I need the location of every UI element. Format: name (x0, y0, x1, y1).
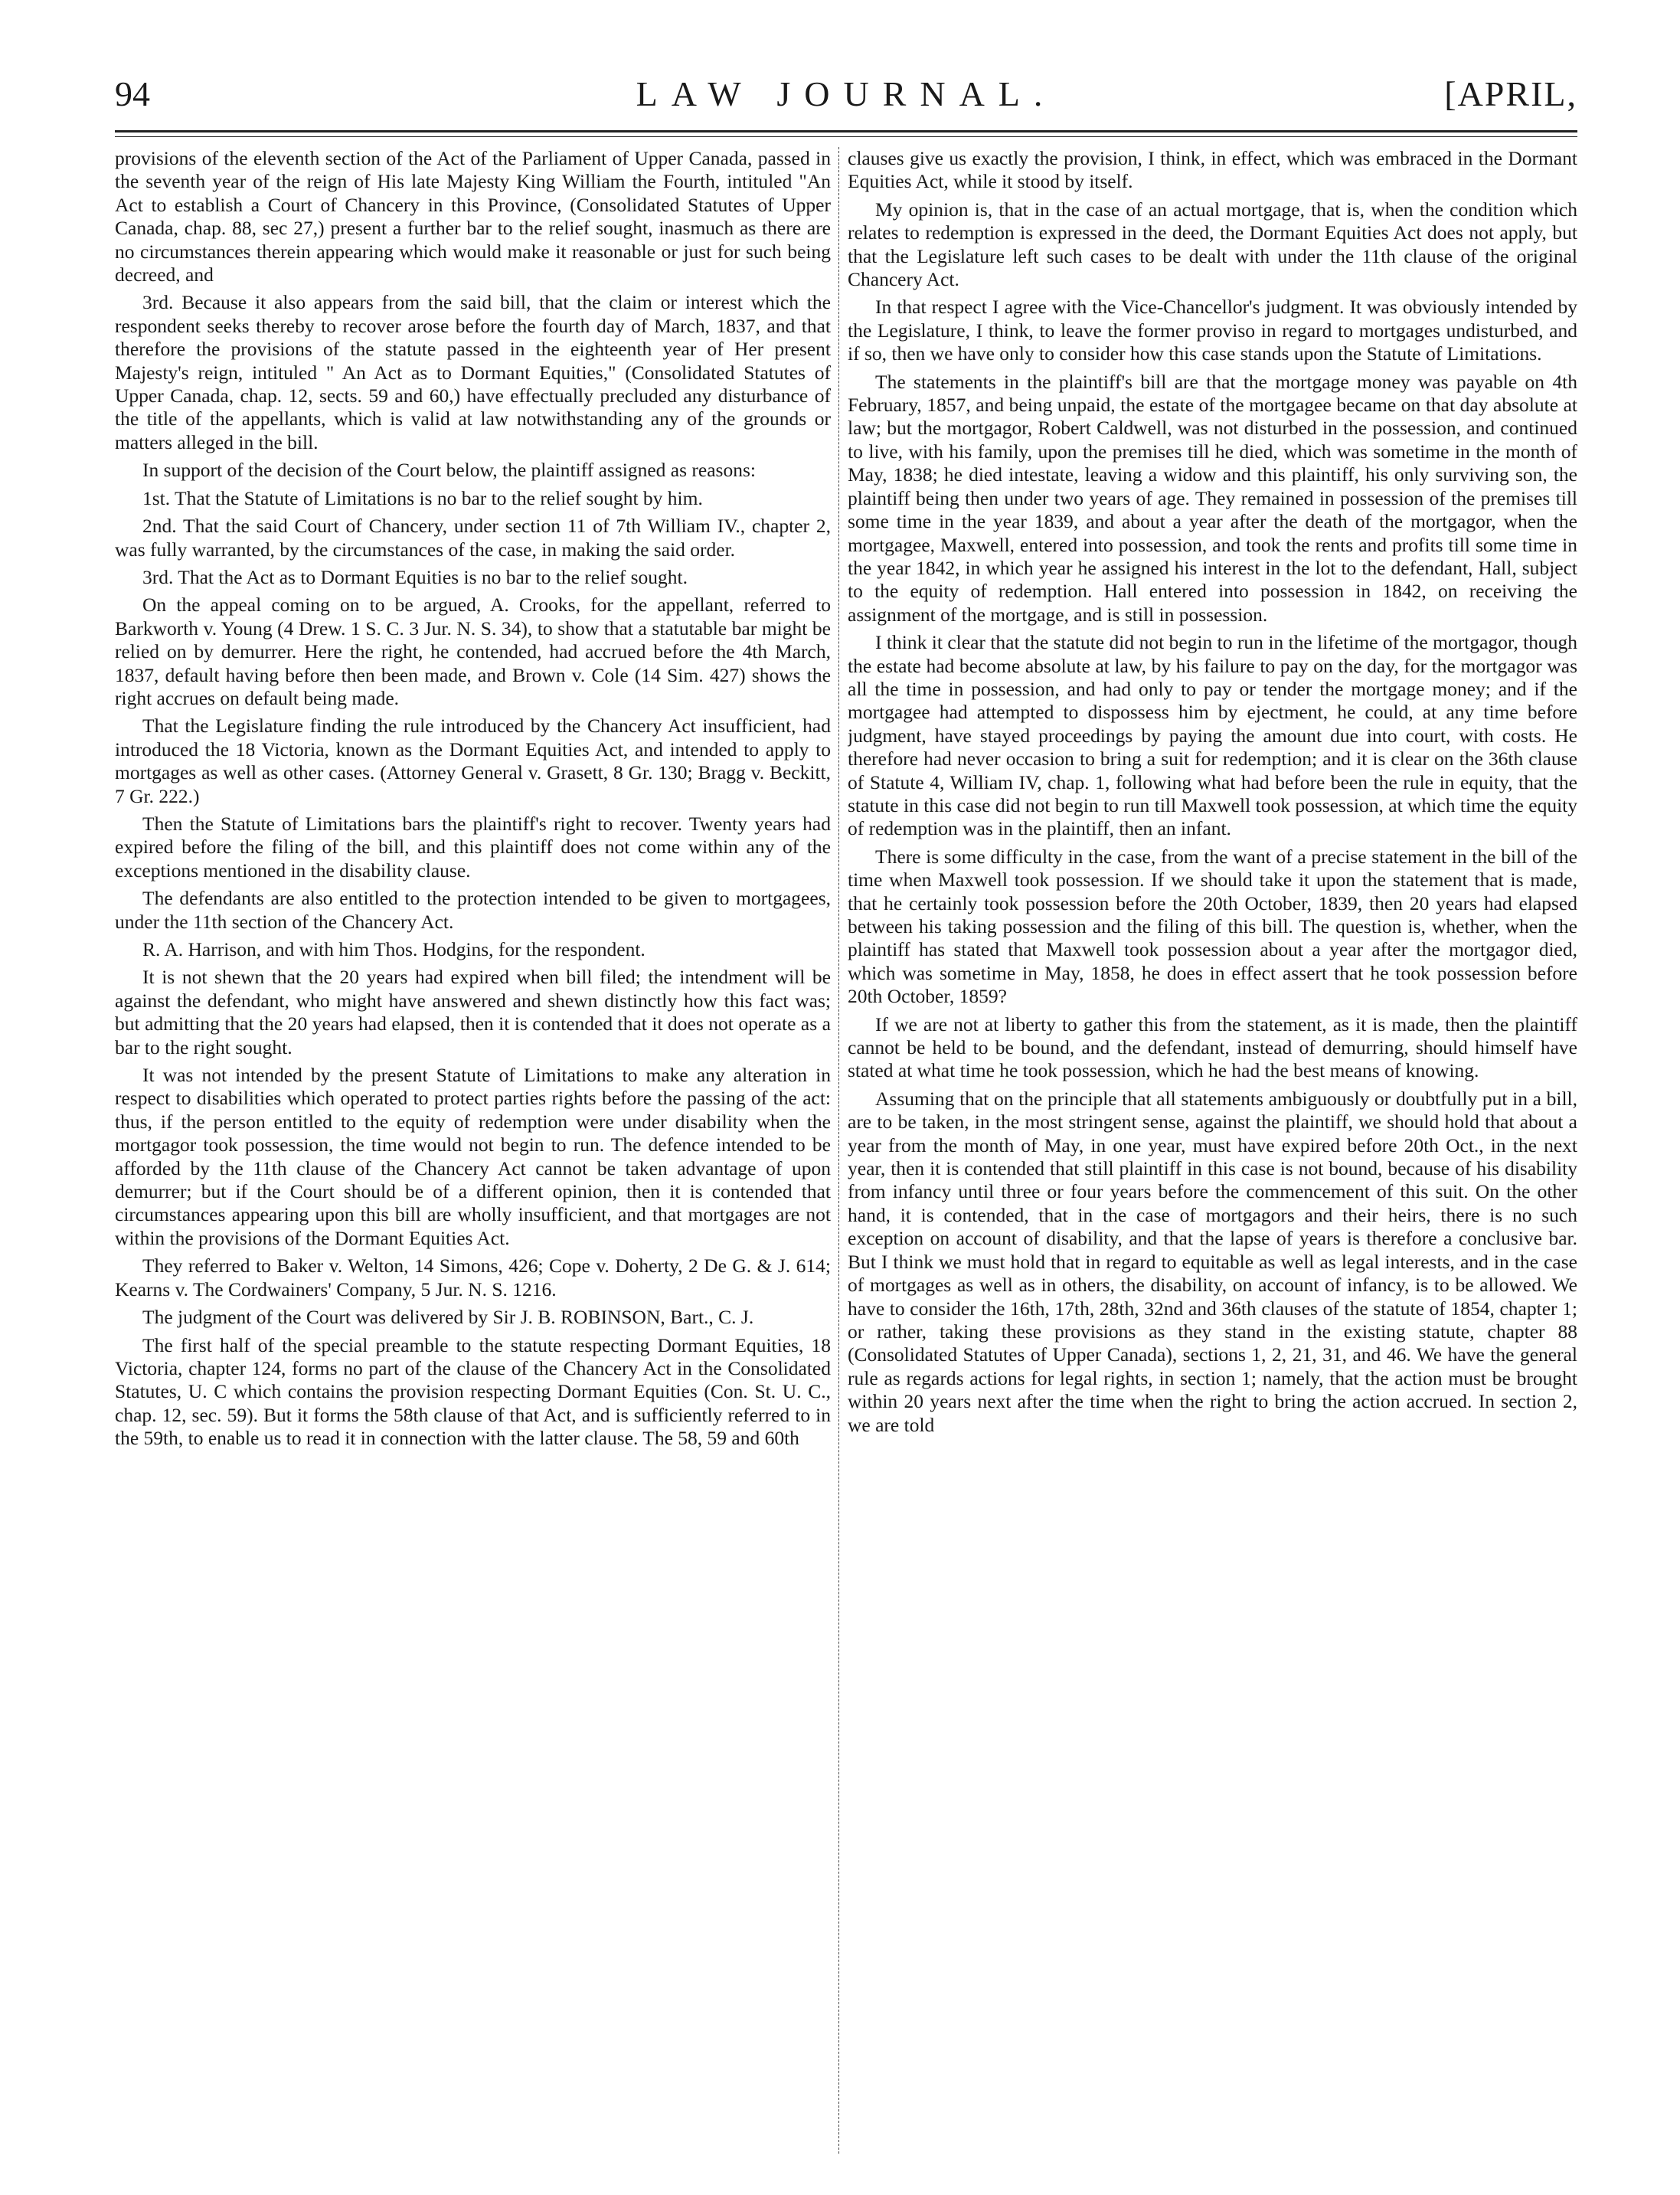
header-rule-thick (115, 130, 1577, 132)
header-month: [APRIL, (1444, 74, 1577, 113)
paragraph: If we are not at liberty to gather this from the statement, as it is made, then the plaintiff cannot be held to be bound, and the defendant, instead of demurring, should himself have stated at what time he took possession, which he had the best means of knowing. (848, 1012, 1577, 1082)
paragraph: In support of the decision of the Court below, the plaintiff assigned as reasons: (142, 459, 756, 482)
header-rule-thin (115, 136, 1577, 137)
paragraph: provisions of the eleventh section of the Act of the Parliament of Upper Canada, passed in the seventh year of the reign of His late Majesty King William the Fourth, intituled "An Act to establish a Court of Chancery in this Province, (Consolidated Statutes of Upper Canada, chap. 88, sec 27,) present a further bar to the relief sought, inasmuch as there are no circumstances therein appearing which would make it reasonable or just for such being decreed, and (115, 147, 831, 286)
paragraph: Assuming that on the principle that all statements ambiguously or doubtfully put in a bill, are to be taken, in the most stringent sense, against the plaintiff, we should hold that about a year from the month of May, in one year, must have expired before 20th Oct., in the next year, then it is contended that still plaintiff in this case is not bound, because of his disability from infancy until three or four years before the commencement of this suit. On the other hand, it is contended, that in the case of mortgagors and their heirs, there is no such exception on account of disability, and that the lapse of years is therefore a conclusive bar. But I think we must hold that in regard to equitable as well as legal interests, and in the case of mortgages as well as in others, the disability, on account of infancy, is to be allowed. We have to consider the 16th, 17th, 28th, 32nd and 36th clauses of the statute of 1854, chapter 1; or rather, taking these provisions as they stand in the existing statute, chapter 88 (Consolidated Statutes of Upper Canada), sections 1, 2, 21, 31, and 46. We have the general rule as regards actions for legal rights, in section 1; namely, that the action must be brought within 20 years next after the time when the right to bring the action accrued. In section 2, we are told (848, 1087, 1577, 1436)
paragraph: The judgment of the Court was delivered by Sir J. B. ROBINSON, Bart., C. J. (142, 1306, 754, 1329)
right-column (848, 147, 1577, 2154)
paragraph: The statements in the plaintiff's bill are that the mortgage money was payable on 4th February, 1857, and being unpaid, the estate of the mortgagee became on that day absolute at law; but the mortgagor, Robert Caldwell, was not disturbed in the possession, and continued to live, with his family, upon the premises till he died, which was sometime in the month of May, 1838; he died intestate, leaving a widow and this plaintiff, his only surviving son, the plaintiff being then under two years of age. They remained in possession of the premises till some time in the year 1839, and about a year after the death of the mortgagor, when the mortgagee, Maxwell, entered into possession, and took the rents and profits till some time in the year 1842, in which year he assigned his interest in the lot to the defendant, Hall, subject to the equity of redemption. Hall entered into possession in 1842, on receiving the assignment of the mortgage, and is still in possession. (848, 370, 1577, 626)
paragraph: On the appeal coming on to be argued, A. Crooks, for the appellant, referred to Barkworth v. Young (4 Drew. 1 S. C. 3 Jur. N. S. 34), to show that a statutable bar might be relied on by demurrer. Here the right, he contended, had accrued before the 4th March, 1837, default having before then been made, and Brown v. Cole (14 Sim. 427) shows the right accrues on default being made. (115, 594, 831, 709)
paragraph: 3rd. That the Act as to Dormant Equities is no bar to the relief sought. (142, 565, 688, 588)
paragraph: Then the Statute of Limitations bars the plaintiff's right to recover. Twenty years had expired before the filing of the bill, and this plaintiff does not come within any of the exceptions mentioned in the disability clause. (115, 812, 831, 882)
running-title: LAW JOURNAL. (636, 74, 1057, 113)
paragraph: In that respect I agree with the Vice-Chancellor's judgment. It was obviously intended by the Legislature, I think, to leave the former proviso in regard to mortgages undisturbed, and if so, then we have only to consider how this case stands upon the Statute of Limitations. (848, 296, 1577, 365)
paragraph: I think it clear that the statute did not begin to run in the lifetime of the mortgagor, though the estate had become absolute at law, by his failure to pay on the day, for the mortgagor was all the time in possession, and had only to pay or tender the mortgage money; and if the mortgagee had attempted to dispossess him by ejectment, he could, at any time before judgment, have stayed proceedings by paying the amount due into court, with costs. He therefore had never occasion to bring a suit for redemption; and it is clear on the 36th clause of Statute 4, William IV, chap. 1, following what had before been the rule in equity, that the statute in this case did not begin to run till Maxwell took possession, at which time the equity of redemption was in the plaintiff, then an infant. (848, 631, 1577, 840)
paragraph: clauses give us exactly the provision, I think, in effect, which was embraced in the Dormant Equities Act, while it stood by itself. (848, 147, 1577, 193)
column-divider (838, 147, 839, 2154)
paragraph: The first half of the special preamble to the statute respecting Dormant Equities, 18 Victoria, chapter 124, forms no part of the clause of the Chancery Act in the Consolidated Statutes, U. C which contains the provision respecting Dormant Equities (Con. St. U. C., chap. 12, sec. 59). But it forms the 58th clause of that Act, and is sufficiently referred to in the 59th, to enable us to read it in connection with the latter clause. The 58, 59 and 60th (115, 1333, 831, 1450)
paragraph: My opinion is, that in the case of an actual mortgage, that is, when the condition which relates to redemption is expressed in the deed, the Dormant Equities Act does not apply, but that the Legislature left such cases to be dealt with under the 11th clause of the original Chancery Act. (848, 198, 1577, 291)
page-header (115, 74, 1577, 135)
paragraph: 2nd. That the said Court of Chancery, under section 11 of 7th William IV., chapter 2, was fully warranted, by the circumstances of the case, in making the said order. (115, 515, 831, 561)
paragraph: That the Legislature finding the rule introduced by the Chancery Act insufficient, had introduced the 18 Victoria, known as the Dormant Equities Act, and intended to apply to mortgages as well as other cases. (Attorney General v. Grasett, 8 Gr. 130; Bragg v. Beckitt, 7 Gr. 222.) (115, 715, 831, 807)
left-column (115, 147, 831, 2154)
paragraph: 3rd. Because it also appears from the said bill, that the claim or interest which the respondent seeks thereby to recover arose before the fourth day of March, 1837, and that therefore the provisions of the statute passed in the eighteenth year of Her present Majesty's reign, intituled " An Act as to Dormant Equities," (Consolidated Statutes of Upper Canada, chap. 12, sects. 59 and 60,) have effectually precluded any disturbance of the title of the appellants, which is valid at law notwithstanding any of the grounds or matters alleged in the bill. (115, 291, 831, 453)
paragraph: R. A. Harrison, and with him Thos. Hodgins, for the respondent. (142, 938, 646, 960)
paragraph: It was not intended by the present Statute of Limitations to make any alteration in respect to disabilities which operated to protect parties rights before the passing of the act: thus, if the person entitled to the equity of redemption were under disability when the mortgagor took possession, the time would not begin to run. The defence intended to be afforded by the 11th clause of the Chancery Act cannot be taken advantage of upon demurrer; but if the Court should be of a different opinion, then it is contended that circumstances appearing upon this bill are wholly insufficient, and that mortgages are not within the provisions of the Dormant Equities Act. (115, 1064, 831, 1249)
paragraph: It is not shewn that the 20 years had expired when bill filed; the intendment will be against the defendant, who might have answered and shewn distinctly how this fact was; but admitting that the 20 years had elapsed, then it is contended that it does not operate as a bar to the right sought. (115, 966, 831, 1058)
page-number: 94 (115, 74, 150, 113)
paragraph: 1st. That the Statute of Limitations is no bar to the relief sought by him. (142, 486, 703, 509)
paragraph: They referred to Baker v. Welton, 14 Simons, 426; Cope v. Doherty, 2 De G. & J. 614; Kearns v. The Cordwainers' Company, 5 Jur. N. S. 1216. (115, 1255, 831, 1300)
paragraph: There is some difficulty in the case, from the want of a precise statement in the bill of the time when Maxwell took possession. If we should take it upon the statement that is made, that he certainly took possession before the 20th October, 1839, then 20 years had elapsed between his taking possession and the filing of this bill. The question is, whether, when the plaintiff has stated that Maxwell took possession about a year after the mortgagor died, which was sometime in May, 1858, he does in effect assert that he took possession before 20th October, 1859? (848, 845, 1577, 1008)
paragraph: The defendants are also entitled to the protection intended to be given to mortgagees, under the 11th section of the Chancery Act. (115, 887, 831, 933)
